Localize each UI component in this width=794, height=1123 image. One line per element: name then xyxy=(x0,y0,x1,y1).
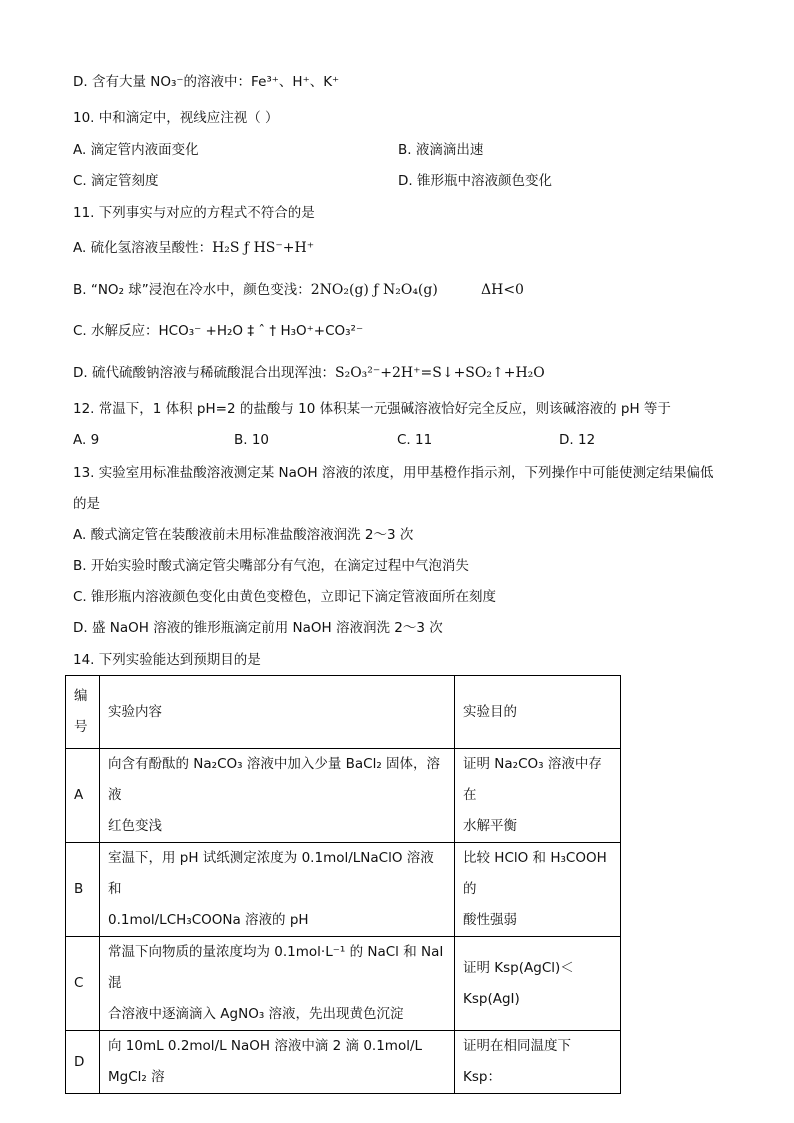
table-row xyxy=(66,843,621,937)
header-content-cell: 实验内容 xyxy=(100,676,455,749)
q10-option-a: A. 滴定管内液面变化 xyxy=(73,142,199,158)
q9-option-d xyxy=(73,72,339,92)
q13-stem-line1: 13. 实验室用标准盐酸溶液测定某 NaOH 溶液的浓度，用甲基橙作指示剂，下列操作中可能使测定结果偏低 xyxy=(73,465,714,481)
table-row xyxy=(66,937,621,1031)
q9-option-d-text2: 的溶液中：Fe³⁺、H⁺、K⁺ xyxy=(183,74,340,90)
header-purpose-cell: 实验目的 xyxy=(455,676,621,749)
row-content-line2: 合溶液中逐滴滴入 AgNO₃ 溶液，先出现黄色沉淀 xyxy=(108,1006,404,1022)
row-content-line1: 向含有酚酞的 Na₂CO₃ 溶液中加入少量 BaCl₂ 固体，溶液 xyxy=(108,756,441,803)
q14-stem: 14. 下列实验能达到预期目的是 xyxy=(73,652,261,668)
q9-option-d-chem: NO₃⁻ xyxy=(150,74,184,90)
q11-stem: 11. 下列事实与对应的方程式不符合的是 xyxy=(73,205,315,221)
q11-option-a-text: A. 硫化氢溶液呈酸性： xyxy=(73,240,213,256)
row-id-cell: C xyxy=(66,937,100,1031)
q13-stem-line2: 的是 xyxy=(73,496,100,512)
row-purpose-line2: 酸性强弱 xyxy=(463,912,517,928)
row-content-line1: 室温下，用 pH 试纸测定浓度为 0.1mol/LNaClO 溶液和 xyxy=(108,850,434,897)
row-content-cell: 向 10mL 0.2mol/L NaOH 溶液中滴 2 滴 0.1mol/L MgCl₂ 溶 xyxy=(100,1031,455,1094)
q11-option-d-equation: S₂O₃²⁻+2H⁺=S↓+SO₂↑+H₂O xyxy=(334,365,545,381)
header-number-char1: 编 xyxy=(74,688,88,704)
q12-option-d: D. 12 xyxy=(559,432,596,448)
row-purpose-cell xyxy=(455,843,621,937)
q13-option-d: D. 盛 NaOH 溶液的锥形瓶滴定前用 NaOH 溶液润洗 2～3 次 xyxy=(73,620,443,636)
row-purpose-cell xyxy=(455,749,621,843)
q11-option-a xyxy=(73,238,314,258)
header-number-char2: 号 xyxy=(74,719,88,735)
q11-option-b-enthalpy: ΔH<0 xyxy=(481,282,524,298)
row-content-cell xyxy=(100,749,455,843)
row-purpose-line1: 比较 HClO 和 H₃COOH 的 xyxy=(463,850,607,897)
q11-option-b-text: B. “NO₂ 球”浸泡在冷水中，颜色变浅： xyxy=(73,282,311,298)
q9-option-d-label: D. xyxy=(73,74,88,90)
row-content-line2: 0.1mol/LCH₃COONa 溶液的 pH xyxy=(108,912,309,928)
row-content-line1: 常温下向物质的量浓度均为 0.1mol·L⁻¹ 的 NaCl 和 NaI 混 xyxy=(108,944,444,991)
q12-option-c: C. 11 xyxy=(397,432,433,448)
q10-option-c: C. 滴定管刻度 xyxy=(73,173,159,189)
table-row xyxy=(66,1031,621,1094)
q11-option-d-text: D. 硫代硫酸钠溶液与稀硫酸混合出现浑浊： xyxy=(73,365,335,381)
q10-stem: 10. 中和滴定中，视线应注视（ ） xyxy=(73,110,279,126)
row-purpose-cell: 证明在相同温度下 Ksp： xyxy=(455,1031,621,1094)
table-header-row xyxy=(66,676,621,749)
row-content-cell xyxy=(100,843,455,937)
q11-option-a-equation: H₂S ƒ HS⁻+H⁺ xyxy=(212,240,315,256)
q12-option-a: A. 9 xyxy=(73,432,100,448)
row-content-line2: 红色变浅 xyxy=(108,818,162,834)
row-purpose-cell: 证明 Ksp(AgCl)＜Ksp(AgI) xyxy=(455,937,621,1031)
row-id-cell: B xyxy=(66,843,100,937)
experiment-table xyxy=(65,675,621,1094)
q12-stem: 12. 常温下，1 体积 pH=2 的盐酸与 10 体积某一元强碱溶液恰好完全反应，则该碱溶液的 pH 等于 xyxy=(73,401,671,417)
q11-option-b xyxy=(73,280,438,300)
q13-option-c: C. 锥形瓶内溶液颜色变化由黄色变橙色，立即记下滴定管液面所在刻度 xyxy=(73,589,497,605)
header-number-cell xyxy=(66,676,100,749)
row-purpose-line1: 证明 Na₂CO₃ 溶液中存在 xyxy=(463,756,602,803)
q11-option-b-equation: 2NO₂(g) ƒ N₂O₄(g) xyxy=(310,282,438,298)
row-id-cell: D xyxy=(66,1031,100,1094)
q11-option-c: C. 水解反应：HCO₃⁻ +H₂O ‡ ˆ † H₃O⁺+CO₃²⁻ xyxy=(73,323,364,339)
q11-option-d xyxy=(73,363,545,383)
row-id-cell: A xyxy=(66,749,100,843)
table-row xyxy=(66,749,621,843)
q9-option-d-text1: 含有大量 xyxy=(91,74,146,90)
q12-option-b: B. 10 xyxy=(234,432,270,448)
q13-option-a: A. 酸式滴定管在装酸液前未用标准盐酸溶液润洗 2～3 次 xyxy=(73,527,414,543)
row-content-cell xyxy=(100,937,455,1031)
q10-option-b: B. 液滴滴出速 xyxy=(398,142,484,158)
q10-option-d: D. 锥形瓶中溶液颜色变化 xyxy=(398,173,552,189)
q13-option-b: B. 开始实验时酸式滴定管尖嘴部分有气泡，在滴定过程中气泡消失 xyxy=(73,558,469,574)
row-purpose-line2: 水解平衡 xyxy=(463,818,517,834)
